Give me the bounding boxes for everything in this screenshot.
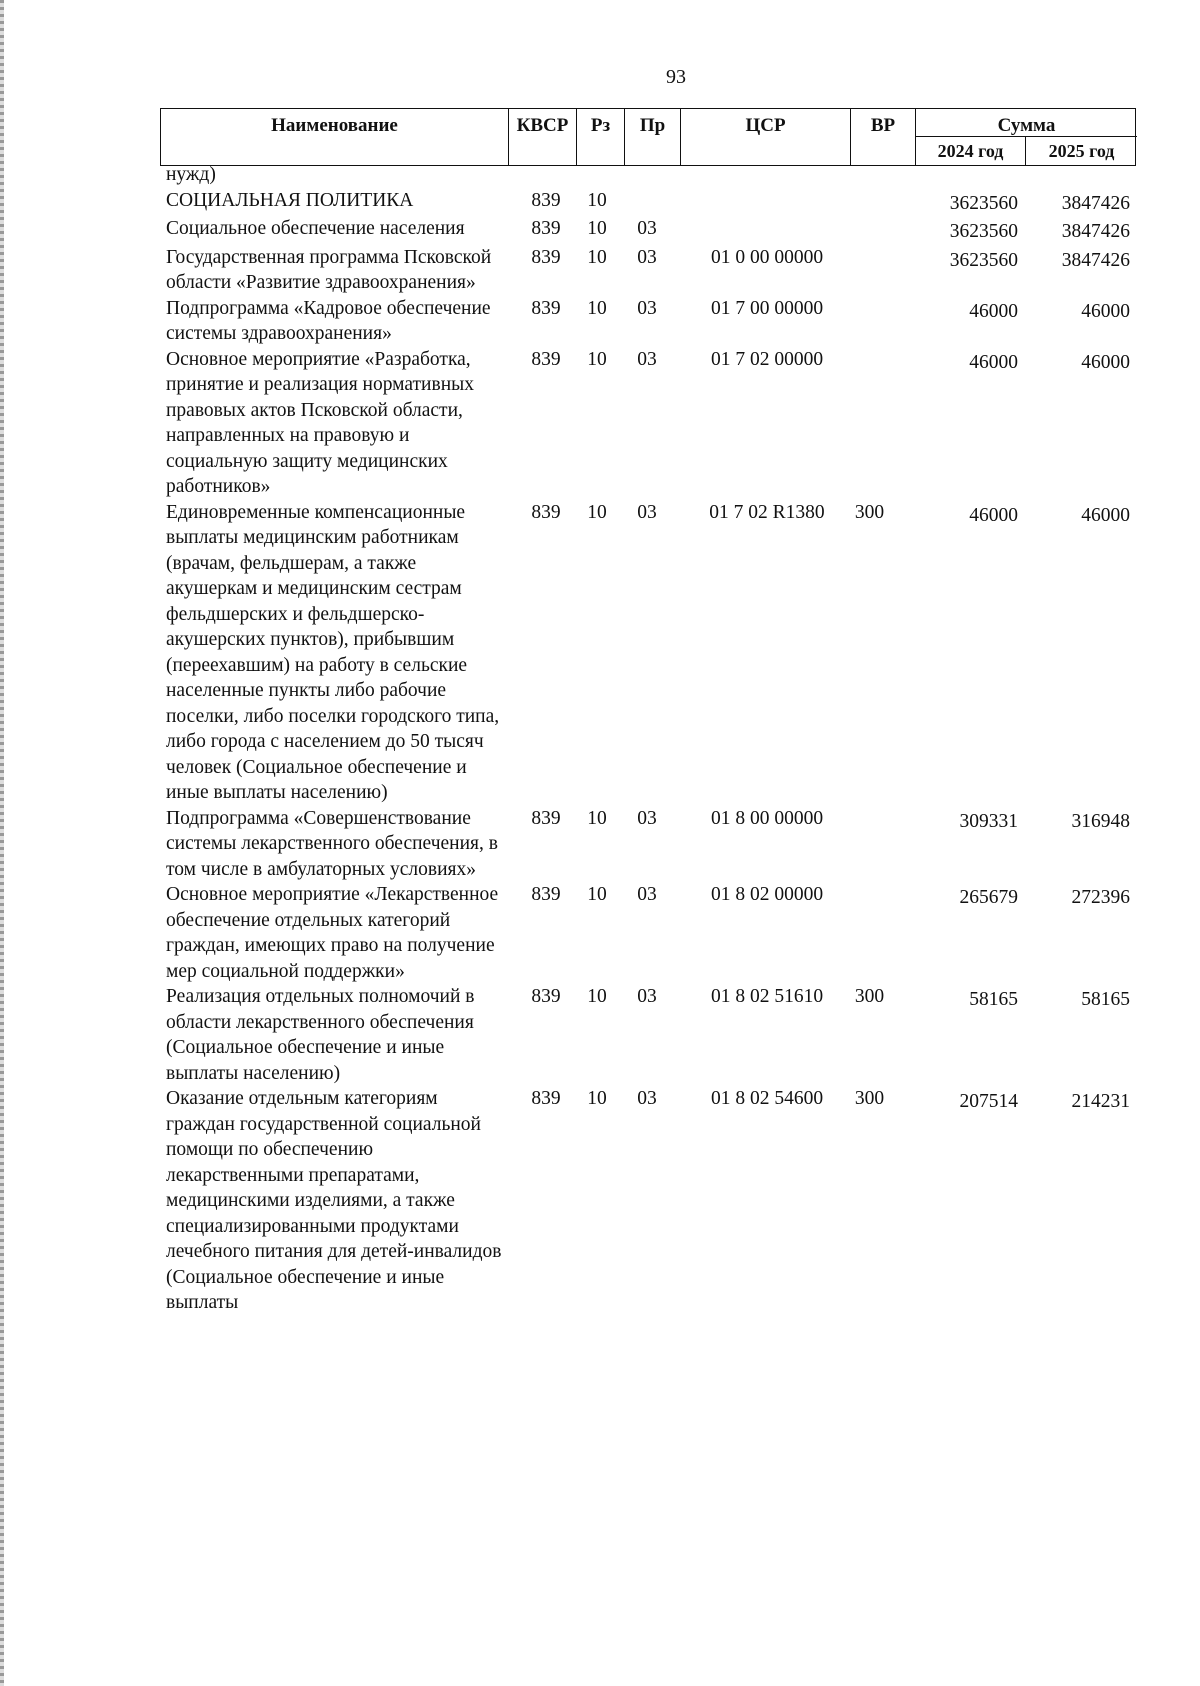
cell-kvsr: 839 xyxy=(531,807,561,829)
cell-2025: 316948 xyxy=(1071,810,1130,832)
cell-rz: 10 xyxy=(587,246,607,268)
cell-2025: 58165 xyxy=(1081,989,1130,1010)
cell-kvsr: 839 xyxy=(531,189,561,211)
cell-name: нужд) xyxy=(166,164,216,185)
cell-kvsr: 839 xyxy=(531,246,561,268)
cell-pr: 03 xyxy=(637,246,657,268)
cell-csr: 01 8 00 00000 xyxy=(710,807,824,829)
cell-rz: 10 xyxy=(587,218,607,239)
cell-2024: 58165 xyxy=(969,989,1018,1010)
cell-vr: 300 xyxy=(854,501,885,523)
header-kvsr: КВСР xyxy=(509,109,577,165)
cell-kvsr: 839 xyxy=(531,501,561,523)
cell-2024: 46000 xyxy=(969,504,1018,526)
table-body xyxy=(166,162,1136,1316)
cell-2024: 46000 xyxy=(969,351,1018,373)
cell-csr: 01 7 00 00000 xyxy=(710,297,824,319)
cell-name: Основное мероприятие «Разработка, принятие и реализация нормативных правовых актов Псковской области, направленных на правовую и социальную защиту медицинских работников» xyxy=(166,348,474,497)
cell-rz: 10 xyxy=(587,348,607,370)
cell-name: Государственная программа Псковской области «Развитие здравоохранения» xyxy=(166,246,492,293)
cell-pr: 03 xyxy=(637,501,657,523)
cell-pr: 03 xyxy=(637,297,657,319)
cell-name: Социальное обеспечение населения xyxy=(166,218,465,239)
table-row xyxy=(166,216,1136,245)
header-year-2025: 2025 год xyxy=(1048,141,1115,161)
cell-csr: 01 8 02 51610 xyxy=(710,986,824,1007)
cell-2025: 3847426 xyxy=(1061,192,1130,214)
cell-name: СОЦИАЛЬНАЯ ПОЛИТИКА xyxy=(166,189,414,211)
cell-rz: 10 xyxy=(587,189,607,211)
cell-rz: 10 xyxy=(587,986,607,1007)
cell-csr: 01 0 00 00000 xyxy=(710,246,824,268)
cell-csr: 01 8 02 00000 xyxy=(710,884,824,905)
cell-name: Единовременные компенсационные выплаты медицинским работникам (врачам, фельдшерам, а также акушеркам и медицинским сестрам фельдшерских и фельдшерско-акушерских пунктов), прибывшим (переехавшим) на работу в сельские населенные пункты либо рабочие поселки, либо поселки городского типа, либо города с населением до 50 тысяч человек (Социальное обеспечение и иные выплаты населению) xyxy=(166,501,500,803)
table-row xyxy=(166,806,1136,883)
cell-kvsr: 839 xyxy=(531,986,561,1007)
cell-2024 xyxy=(892,162,1018,165)
scan-edge xyxy=(0,0,4,1686)
cell-2024: 309331 xyxy=(959,810,1018,832)
cell-name: Подпрограмма «Кадровое обеспечение системы здравоохранения» xyxy=(166,297,491,344)
cell-csr: 01 7 02 R1380 xyxy=(709,501,825,523)
cell-rz: 10 xyxy=(587,501,607,523)
cell-2025: 214231 xyxy=(1071,1091,1130,1112)
cell-name: Оказание отдельным категориям граждан государственной социальной помощи по обеспечению лекарственными препаратами, медицинскими изделиями, а также специализированными продуктами лечебного питания для детей-инвалидов (Социальное обеспечение и иные выплаты xyxy=(166,1088,502,1313)
cell-csr: 01 7 02 00000 xyxy=(710,348,824,370)
cell-2024: 3623560 xyxy=(949,192,1018,214)
table-row xyxy=(166,984,1136,1086)
cell-kvsr: 839 xyxy=(531,218,561,239)
header-summa: Сумма xyxy=(916,109,1137,137)
cell-vr: 300 xyxy=(854,986,885,1007)
cell-2025: 46000 xyxy=(1081,504,1130,526)
cell-rz: 10 xyxy=(587,1088,607,1109)
cell-2025: 46000 xyxy=(1081,351,1130,373)
cell-2024: 46000 xyxy=(969,300,1018,322)
cell-pr: 03 xyxy=(637,884,657,905)
header-year-2024: 2024 год xyxy=(916,137,1026,165)
cell-2025: 272396 xyxy=(1071,887,1130,908)
cell-2024: 207514 xyxy=(959,1091,1018,1112)
table-row xyxy=(166,500,1136,806)
header-name: Наименование xyxy=(161,109,509,165)
header-csr: ЦСР xyxy=(681,109,851,165)
cell-kvsr: 839 xyxy=(531,1088,561,1109)
cell-csr: 01 8 02 54600 xyxy=(710,1088,824,1109)
cell-name: Подпрограмма «Совершенствование системы лекарственного обеспечения, в том числе в амбулаторных условиях» xyxy=(166,807,498,880)
cell-pr: 03 xyxy=(637,348,657,370)
cell-kvsr: 839 xyxy=(531,297,561,319)
cell-2025: 3847426 xyxy=(1061,221,1130,242)
cell-2025: 3847426 xyxy=(1061,249,1130,271)
cell-pr: 03 xyxy=(637,1088,657,1109)
table-row xyxy=(166,162,1136,188)
table-header xyxy=(160,108,1136,166)
cell-pr: 03 xyxy=(637,986,657,1007)
cell-rz: 10 xyxy=(587,807,607,829)
cell-2025 xyxy=(1018,162,1130,165)
cell-pr: 03 xyxy=(637,807,657,829)
cell-pr: 03 xyxy=(637,218,657,239)
cell-rz: 10 xyxy=(587,884,607,905)
header-pr: Пр xyxy=(625,109,681,165)
table-row xyxy=(166,296,1136,347)
table-row xyxy=(166,347,1136,500)
table-row xyxy=(166,188,1136,217)
cell-name: Реализация отдельных полномочий в области лекарственного обеспечения (Социальное обеспечение и иные выплаты населению) xyxy=(166,986,475,1084)
cell-2024: 265679 xyxy=(959,887,1018,908)
cell-kvsr: 839 xyxy=(531,348,561,370)
table-row xyxy=(166,882,1136,984)
cell-rz: 10 xyxy=(587,297,607,319)
cell-2024: 3623560 xyxy=(949,249,1018,271)
cell-kvsr: 839 xyxy=(531,884,561,905)
page-number: 93 xyxy=(666,66,686,88)
header-vr: ВР xyxy=(851,109,916,165)
table-row xyxy=(166,245,1136,296)
cell-2025: 46000 xyxy=(1081,300,1130,322)
cell-name: Основное мероприятие «Лекарственное обеспечение отдельных категорий граждан, имеющих право на получение мер социальной поддержки» xyxy=(166,884,499,982)
header-rz: Рз xyxy=(577,109,625,165)
cell-vr: 300 xyxy=(854,1088,885,1109)
cell-2024: 3623560 xyxy=(949,221,1018,242)
table-row xyxy=(166,1086,1136,1316)
